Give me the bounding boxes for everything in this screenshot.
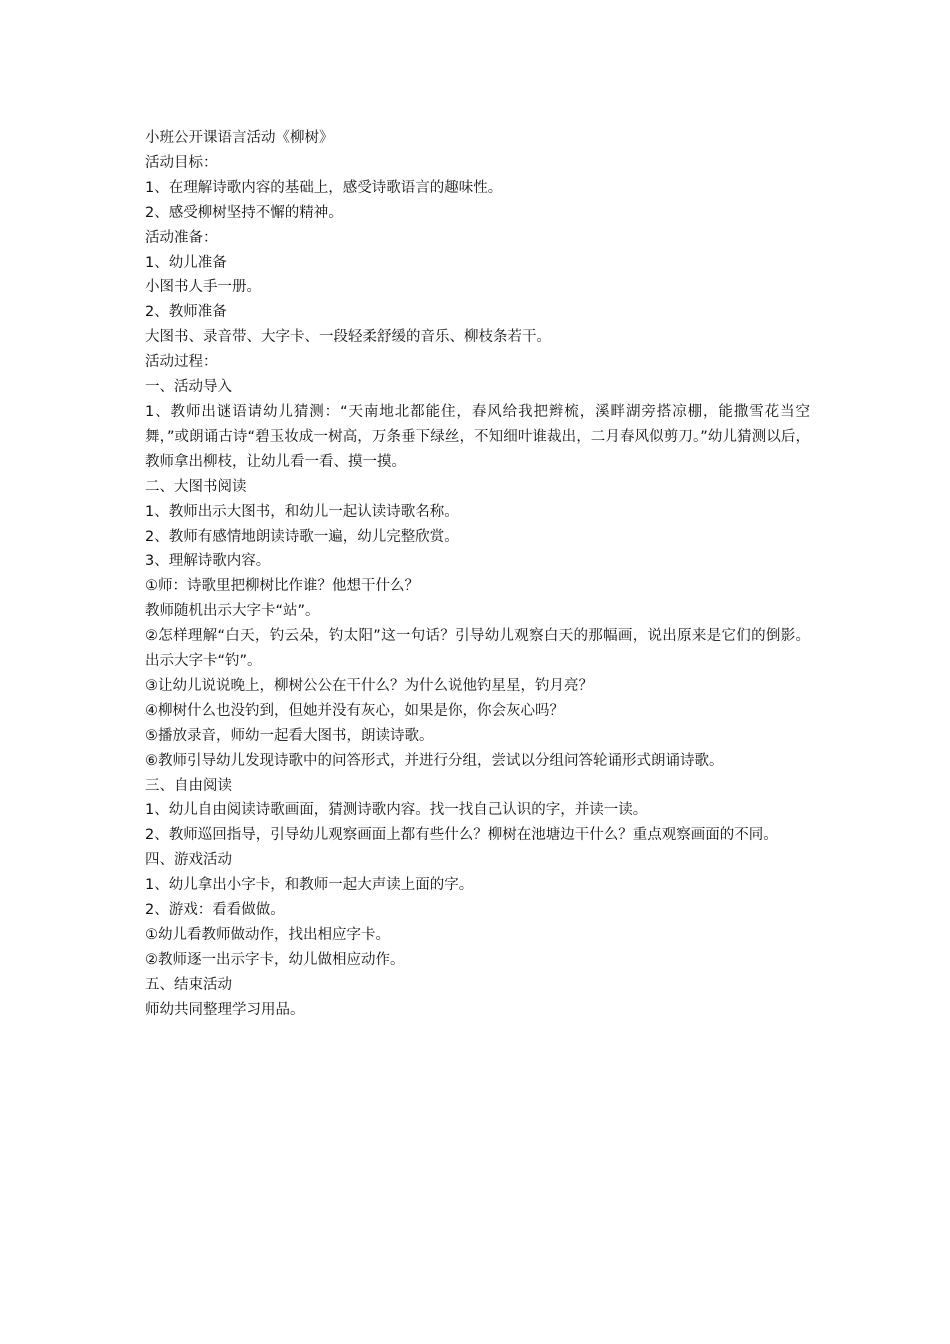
process-part-3-heading: 三、自由阅读 xyxy=(145,777,232,794)
process-part-4-step-1: 1、幼儿拿出小字卡，和教师一起大声读上面的字。 xyxy=(145,877,474,894)
process-part-2-sub-1-note: 教师随机出示大字卡“站”。 xyxy=(145,603,320,620)
process-part-1-heading: 一、活动导入 xyxy=(145,379,232,396)
prep-item-1-detail: 小图书人手一册。 xyxy=(145,279,261,296)
process-part-2-step-3: 3、理解诗歌内容。 xyxy=(145,553,271,570)
process-part-4-heading: 四、游戏活动 xyxy=(145,852,232,869)
document-title: 小班公开课语言活动《柳树》 xyxy=(145,130,334,146)
prep-item-2: 2、教师准备 xyxy=(145,304,227,321)
process-part-2-step-1: 1、教师出示大图书，和幼儿一起认读诗歌名称。 xyxy=(145,503,459,520)
process-part-2-sub-6: ⑥教师引导幼儿发现诗歌中的问答形式，并进行分组，尝试以分组问答轮诵形式朗诵诗歌。 xyxy=(145,752,724,769)
process-part-3-step-1: 1、幼儿自由阅读诗歌画面，猜测诗歌内容。找一找自己认识的字，并读一读。 xyxy=(145,802,648,819)
process-part-4-sub-2: ②教师逐一出示字卡，幼儿做相应动作。 xyxy=(145,951,405,968)
process-part-2-heading: 二、大图书阅读 xyxy=(145,478,247,495)
process-part-1-step-1: 1、教师出谜语请幼儿猜测：“天南地北都能住，春风给我把辫梳，溪畔湖旁搭凉棚，能撒雪花当空舞，”或朗诵古诗“碧玉妆成一树高，万条垂下绿丝，不知细叶谁裁出，二月春风似剪刀。”幼儿猜测以后，教师拿出柳枝，让幼儿看一看、摸一摸。 xyxy=(145,403,810,470)
process-part-2-step-2: 2、教师有感情地朗读诗歌一遍，幼儿完整欣赏。 xyxy=(145,528,459,545)
process-part-4-sub-1: ①幼儿看教师做动作，找出相应字卡。 xyxy=(145,927,390,943)
process-part-2-sub-4: ④柳树什么也没钓到，但她并没有灰心，如果是你，你会灰心吗？ xyxy=(145,702,564,719)
process-part-5-detail: 师幼共同整理学习用品。 xyxy=(145,1001,305,1018)
process-part-2-sub-2: ②怎样理解“白天，钓云朵，钓太阳”这一句话？引导幼儿观察白天的那幅画，说出原来是它们的倒影。出示大字卡“钓”。 xyxy=(145,628,810,670)
process-part-3-step-2: 2、教师巡回指导，引导幼儿观察画面上都有些什么？柳树在池塘边干什么？重点观察画面的不同。 xyxy=(145,827,778,844)
prep-item-1: 1、幼儿准备 xyxy=(145,254,227,271)
section-heading-preparation: 活动准备： xyxy=(145,229,218,246)
prep-item-2-detail: 大图书、录音带、大字卡、一段轻柔舒缓的音乐、柳枝条若干。 xyxy=(145,329,551,346)
goal-item-1: 1、在理解诗歌内容的基础上，感受诗歌语言的趣味性。 xyxy=(145,179,503,196)
process-part-2-sub-3: ③让幼儿说说晚上，柳树公公在干什么？为什么说他钓星星，钓月亮？ xyxy=(145,677,593,694)
process-part-4-step-2: 2、游戏：看看做做。 xyxy=(145,902,285,919)
section-heading-process: 活动过程： xyxy=(145,354,218,371)
section-heading-goals: 活动目标： xyxy=(145,154,218,171)
document-body xyxy=(145,126,810,1023)
process-part-2-sub-1: ①师：诗歌里把柳树比作谁？他想干什么？ xyxy=(145,578,419,595)
process-part-5-heading: 五、结束活动 xyxy=(145,976,232,993)
process-part-2-sub-5: ⑤播放录音，师幼一起看大图书，朗读诗歌。 xyxy=(145,727,434,744)
goal-item-2: 2、感受柳树坚持不懈的精神。 xyxy=(145,204,343,221)
